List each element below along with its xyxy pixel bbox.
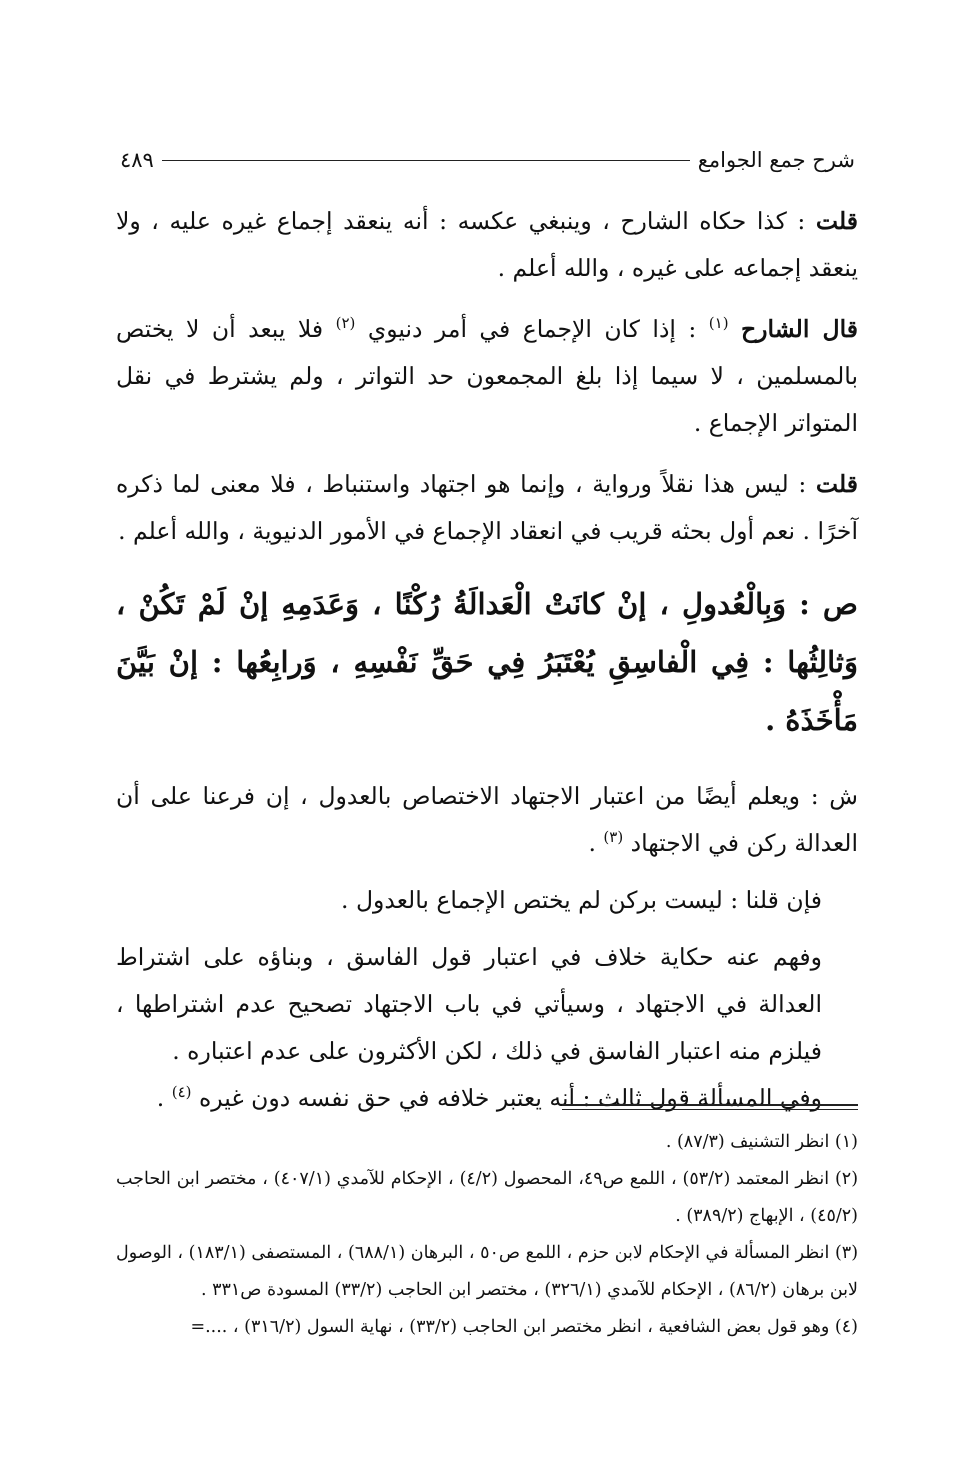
footnotes (116, 1124, 858, 1346)
main-text (116, 198, 858, 1122)
paragraph-lead-word: قلت (815, 470, 858, 498)
paragraph-fain-qulna: فإن قلنا : ليست بركن لم يختص الإجماع بالعدول . (341, 886, 822, 914)
footnote-ref-1[interactable]: (١) (708, 314, 729, 333)
page-number: ٤٨٩ (120, 148, 154, 172)
paragraph-qult-1 (116, 198, 858, 292)
footnote-ref-3[interactable]: (٣) (603, 828, 624, 847)
paragraph-text: وفي المسألة قول ثالث : أنه يعتبر خلافه في حق نفسه دون غيره (191, 1084, 822, 1112)
paragraph-text: : كذا حكاه الشارح ، وينبغي عكسه : أنه ينعقد إجماع غيره عليه ، ولا ينعقد إجماعه على غيره ، والله أعلم . (116, 207, 858, 282)
paragraph-text: : ليس هذا نقلاً ورواية ، وإنما هو اجتهاد واستنباط ، فلا معنى لما ذكره آخرًا . نعم أول بحثه قريب في انعقاد الإجماع في الأمور الدنيوية ، والله أعلم . (116, 470, 858, 545)
footnote-1: (١) انظر التشنيف (٨٧/٣) . (665, 1132, 858, 1152)
paragraph-text: ش : ويعلم أيضًا من اعتبار الاجتهاد الاختصاص بالعدول ، إن فرعنا على أن العدالة ركن في الاجتهاد (116, 782, 858, 857)
paragraph-lead-word: قال الشارح (741, 315, 858, 343)
matn-text: ص : وَبِالْعُدولِ ، إنْ كانَتْ الْعَدالَةُ رُكْنًا ، وَعَدَمِهِ إنْ لَمْ تَكُنْ ، وَثالِثُها : فِي الْفاسِقِ يُعْتَبَرُ فِي حَقِّ نَفْسِهِ ، وَرابِعُها : إنْ بَيَّنَ مَأْخَذَهُ . (116, 587, 858, 737)
footnote-ref-2[interactable]: (٢) (335, 314, 356, 333)
paragraph-lead-word: قلت (815, 207, 858, 235)
footnote-4: (٤) وهو قول بعض الشافعية ، انظر مختصر ابن الحاجب (٣٣/٢) ، نهاية السول (٣١٦/٢) ، ....= (190, 1317, 858, 1337)
header-rule (162, 160, 690, 161)
footnote-ref-4[interactable]: (٤) (171, 1083, 192, 1102)
running-header (120, 138, 855, 182)
footnote-2: (٢) انظر المعتمد (٥٣/٢) ، اللمع ص٤٩، المحصول (٤/٢) ، الإحكام للآمدي (٤٠٧/١) ، مختصر ابن الحاجب (٤٥/٢) ، الإبهاج (٣٨٩/٢) . (116, 1169, 859, 1226)
paragraph-sharh (116, 773, 858, 867)
paragraph-text: فلا يبعد أن لا يختص بالمسلمين ، لا سيما إذا بلغ المجمعون حد التواتر ، ولم يشترط في نقل المتواتر الإجماع . (116, 315, 858, 437)
paragraph-qal-alsharih (116, 306, 858, 447)
paragraph-wafuhima: وفهم عنه حكاية خلاف في اعتبار قول الفاسق ، وبناؤه على اشتراط العدالة في الاجتهاد ، وسيأتي في باب الاجتهاد تصحيح عدم اشتراطها ، فيلزم منه اعتبار الفاسق في ذلك ، لكن الأكثرون على عدم اعتباره . (116, 943, 822, 1065)
footnote-divider (562, 1104, 858, 1110)
paragraph-end: . (588, 829, 604, 857)
book-title: شرح جمع الجوامع (697, 148, 855, 172)
paragraph-qult-2 (116, 461, 858, 555)
footnote-3: (٣) انظر المسألة في الإحكام لابن حزم ، اللمع ص٥٠ ، البرهان (٦٨٨/١) ، المستصفى (١٨٣/١) ، الوصول لابن برهان (٨٦/٢) ، الإحكام للآمدي (٣٢٦/١) ، مختصر ابن الحاجب (٣٣/٢) المسودة ص٣٣١ . (116, 1243, 859, 1300)
paragraph-third-opinion (116, 1075, 858, 1122)
paragraph-end: . (156, 1084, 172, 1112)
paragraph-text: : إذا كان الإجماع في أمر دنيوي (355, 315, 709, 343)
